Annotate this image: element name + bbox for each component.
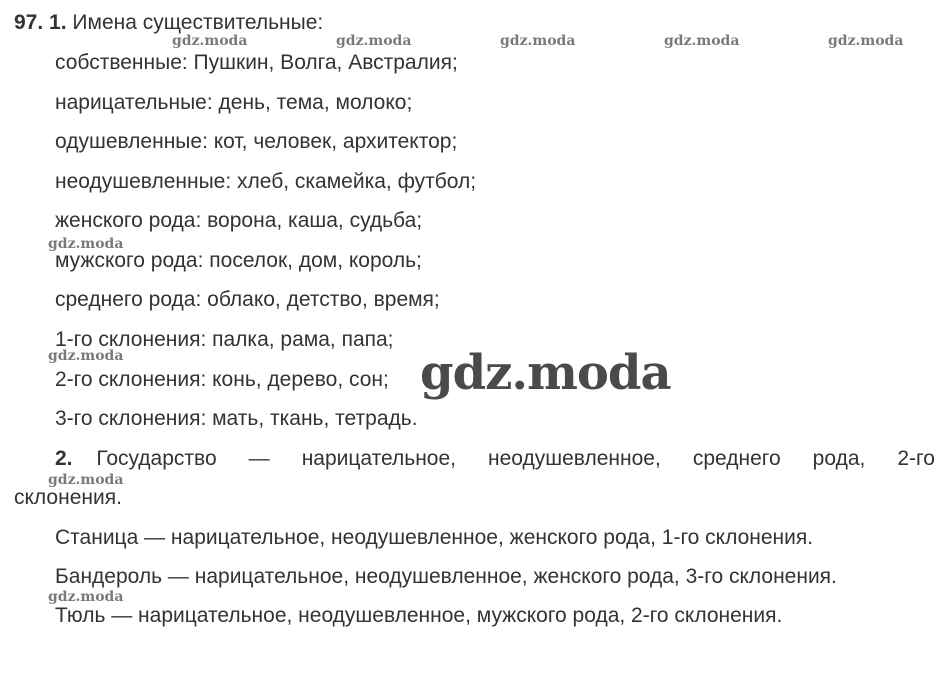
part2-word: среднего bbox=[692, 447, 781, 470]
watermark: gdz.moda bbox=[48, 589, 124, 605]
watermark: gdz.moda bbox=[172, 33, 248, 49]
part1-line: 1-го склонения: палка, рама, папа; bbox=[55, 328, 394, 351]
part2-line: Тюль — нарицательное, неодушевленное, мужского рода, 2-го склонения. bbox=[55, 604, 783, 627]
part1-line: 3-го склонения: мать, ткань, тетрадь. bbox=[55, 407, 418, 430]
part1-line: одушевленные: кот, человек, архитектор; bbox=[55, 130, 458, 153]
part2-word: рода, bbox=[812, 447, 866, 470]
watermark: gdz.moda bbox=[664, 33, 740, 49]
watermark: gdz.moda bbox=[500, 33, 576, 49]
watermark-large: gdz.moda bbox=[420, 345, 671, 401]
part2-word: 2-го bbox=[897, 447, 935, 470]
part1-heading: Имена существительные: bbox=[72, 11, 324, 34]
part2-line: Станица — нарицательное, неодушевленное, женского рода, 1-го склонения. bbox=[55, 526, 814, 549]
part1-number: 1. bbox=[49, 11, 67, 34]
exercise-header bbox=[14, 11, 323, 35]
part2-first-continuation: склонения. bbox=[14, 486, 122, 509]
part2-word: неодушевленное, bbox=[488, 447, 661, 470]
watermark: gdz.moda bbox=[48, 236, 124, 252]
part1-line: нарицательные: день, тема, молоко; bbox=[55, 91, 413, 114]
part2-number: 2. bbox=[55, 447, 73, 470]
part2-word: 2. Государство bbox=[55, 447, 217, 470]
watermark: gdz.moda bbox=[828, 33, 904, 49]
exercise-number: 97. bbox=[14, 11, 44, 34]
part1-line: среднего рода: облако, детство, время; bbox=[55, 288, 440, 311]
part2-first-line bbox=[55, 447, 935, 471]
part1-line: женского рода: ворона, каша, судьба; bbox=[55, 209, 423, 232]
part2-word: нарицательное, bbox=[301, 447, 456, 470]
part1-line: мужского рода: поселок, дом, король; bbox=[55, 249, 422, 272]
watermark: gdz.moda bbox=[336, 33, 412, 49]
part1-line: 2-го склонения: конь, дерево, сон; bbox=[55, 368, 389, 391]
part2-line: Бандероль — нарицательное, неодушевленное, женского рода, 3-го склонения. bbox=[55, 565, 837, 588]
watermark: gdz.moda bbox=[48, 472, 124, 488]
part1-line: неодушевленные: хлеб, скамейка, футбол; bbox=[55, 170, 477, 193]
part2-word: — bbox=[248, 447, 270, 470]
part1-line: собственные: Пушкин, Волга, Австралия; bbox=[55, 51, 458, 74]
watermark: gdz.moda bbox=[48, 348, 124, 364]
